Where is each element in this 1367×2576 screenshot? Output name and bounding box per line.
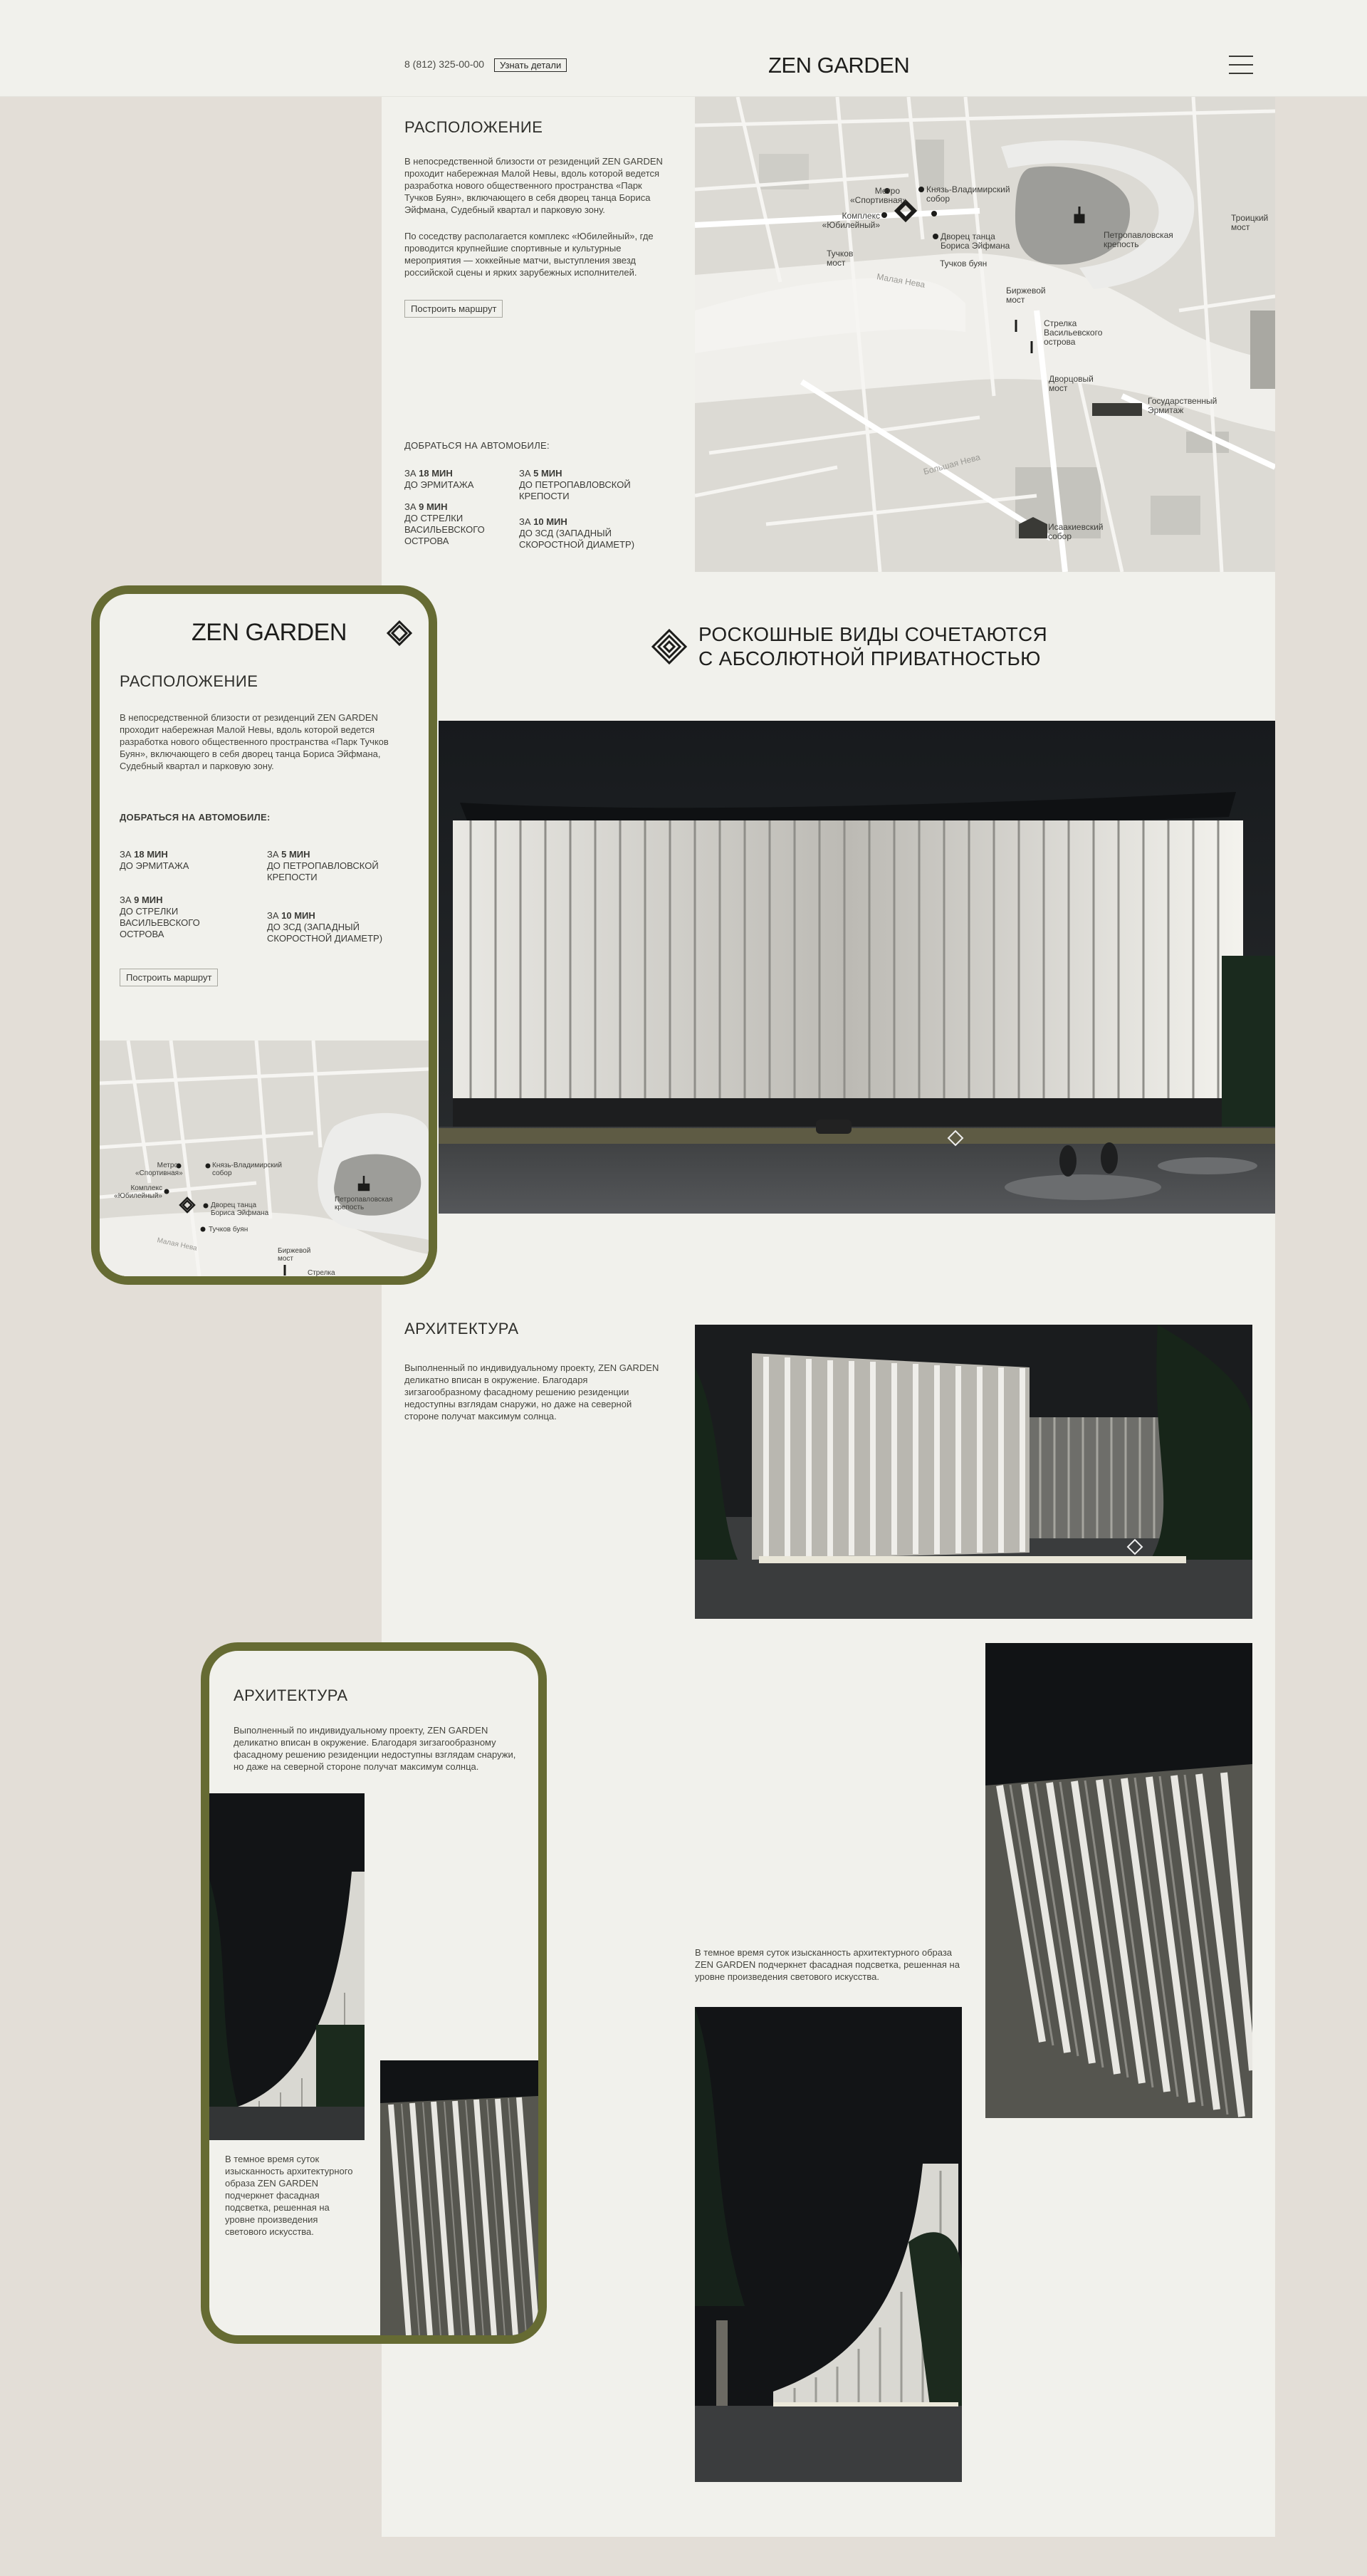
location-title: РАСПОЛОЖЕНИЕ <box>404 118 543 136</box>
map-label-yubileiny: Комплекс «Юбилейный» <box>822 211 880 230</box>
mobile-location-mockup <box>91 585 437 1285</box>
map-label-tuchkov-most: Тучков мост <box>827 249 854 268</box>
map-label-bolshaya-neva: Большая Нева <box>922 452 982 477</box>
mobile-map-label-petropavl: Петропавловская крепость <box>335 1196 393 1211</box>
map-label-knyaz: Князь-Владимирский собор <box>926 184 1010 204</box>
map-label-malaya-neva: Малая Нева <box>876 271 926 290</box>
mobile-map-label-metro: Метро «Спортивная» <box>135 1162 183 1177</box>
mobile-architecture-night-para: В темное время суток изысканность архитектурного образа ZEN GARDEN подчеркнет фасадная подсветка, решенная на уровне произведения светового искусства. <box>225 2154 353 2237</box>
mobile-map-label-dvorets: Дворец танца Бориса Эйфмана <box>211 1201 269 1217</box>
hero-building-photo <box>439 721 1275 1214</box>
map-streets <box>695 97 1275 572</box>
mobile-map-label-yubileiny: Комплекс «Юбилейный» <box>114 1184 162 1200</box>
map-label-tuchkov-buyan: Тучков буян <box>940 259 988 268</box>
map-label-isaakievsky: Исаакиевский собор <box>1048 522 1104 541</box>
site-header <box>0 0 1367 97</box>
tagline-line-1: РОСКОШНЫЕ ВИДЫ СОЧЕТАЮТСЯ <box>698 623 1048 645</box>
drive-time-hermitage: ЗА 18 МИН ДО ЭРМИТАЖА <box>404 468 474 490</box>
map-label-hermitage: Государственный Эрмитаж <box>1148 396 1217 415</box>
mobile-location-para: В непосредственной близости от резиденций ZEN GARDEN проходит набережная Малой Невы, вдоль которой ведется разработка нового общественного пространства «Парк Тучков Буян», включающего в себя дворец танца Бориса Эйфмана, Судебный квартал и парковую зону. <box>120 712 389 771</box>
architecture-para: Выполненный по индивидуальному проекту, ZEN GARDEN деликатно вписан в окружение. Благодаря зигзагообразному фасадному решению резиденции недоступны взглядам снаружи, но даже на северной стороне получат максимум солнца. <box>404 1362 659 1422</box>
mobile-map-label-birzhevoy: Биржевой мост <box>278 1247 311 1263</box>
tagline-line-2: С АБСОЛЮТНОЙ ПРИВАТНОСТЬЮ <box>698 647 1041 669</box>
drive-time-zsd: ЗА 10 МИН ДО ЗСД (ЗАПАДНЫЙ СКОРОСТНОЙ ДИАМЕТР) <box>519 516 635 550</box>
mobile-map-label-malaya-neva: Малая Нева <box>156 1236 198 1253</box>
map-label-birzhevoy: Биржевой мост <box>1006 286 1046 305</box>
map-label-dvorets: Дворец танца Бориса Эйфмана <box>941 231 1010 251</box>
header-phone[interactable]: 8 (812) 325-00-00 <box>404 58 485 70</box>
mobile-drive-time-fortress: ЗА 5 МИН ДО ПЕТРОПАВЛОВСКОЙ КРЕПОСТИ <box>267 849 379 882</box>
architecture-night-para: В темное время суток изысканность архитектурного образа ZEN GARDEN подчеркнет фасадная подсветка, решенная на уровне произведения светового искусства. <box>695 1947 960 1982</box>
mobile-logo-icon <box>386 620 413 647</box>
mobile-architecture-mockup <box>201 1642 547 2344</box>
mobile-architecture-title: АРХИТЕКТУРА <box>234 1686 348 1704</box>
mobile-map-label-strelka: Стрелка <box>308 1269 335 1276</box>
mobile-map-label-tuchkov-buyan: Тучков буян <box>209 1226 248 1234</box>
map-label-dvortsovy: Дворцовый мост <box>1049 374 1094 393</box>
mobile-route-button[interactable]: Построить маршрут <box>120 969 218 986</box>
route-button[interactable]: Построить маршрут <box>404 300 503 318</box>
mobile-drive-time-strelka: ЗА 9 МИН ДО СТРЕЛКИ ВАСИЛЬЕВСКОГО ОСТРОВА <box>120 895 200 939</box>
map-label-troitsky: Троицкий мост <box>1231 213 1269 232</box>
location-map[interactable] <box>695 97 1275 572</box>
mobile-arch-photo-fins <box>380 2060 538 2335</box>
map-label-strelka: Стрелка Васильевского острова <box>1044 318 1103 347</box>
architecture-title: АРХИТЕКТУРА <box>404 1320 519 1337</box>
details-button[interactable]: Узнать детали <box>494 58 567 72</box>
mobile-map-streets <box>100 1041 429 1276</box>
mobile-architecture-para: Выполненный по индивидуальному проекту, ZEN GARDEN деликатно вписан в окружение. Благодаря зигзагообразному фасадному решению резиденции недоступны взглядам снаружи, но даже на северной стороне получат максимум солнца. <box>234 1725 516 1772</box>
architecture-photo-fins <box>985 1643 1252 2118</box>
map-label-metro: Метро «Спортивная» <box>850 186 907 205</box>
mobile-map-label-knyaz: Князь-Владимирский собор <box>212 1162 282 1177</box>
mobile-drive-time-hermitage: ЗА 18 МИН ДО ЭРМИТАЖА <box>120 849 189 871</box>
header-logo[interactable]: ZEN GARDEN <box>768 53 910 78</box>
zen-logo-icon <box>650 627 688 666</box>
mobile-drive-time-zsd: ЗА 10 МИН ДО ЗСД (ЗАПАДНЫЙ СКОРОСТНОЙ ДИАМЕТР) <box>267 910 383 944</box>
drive-time-strelka: ЗА 9 МИН ДО СТРЕЛКИ ВАСИЛЬЕВСКОГО ОСТРОВА <box>404 501 485 546</box>
architecture-photo-1 <box>695 1325 1252 1619</box>
mobile-arch-photo-tower <box>209 1793 365 2140</box>
mobile-location-title: РАСПОЛОЖЕНИЕ <box>120 672 258 690</box>
architecture-photo-tower <box>695 2007 962 2482</box>
location-para-2: По соседству располагается комплекс «Юбилейный», где проводится крупнейшие спортивные и культурные мероприятия — хоккейные матчи, выступления звезд российской сцены и ярких зарубежных исполнителей. <box>404 231 654 278</box>
location-para-1: В непосредственной близости от резиденций ZEN GARDEN проходит набережная Малой Невы, вдоль которой ведется разработка нового общественного пространства «Парк Тучков Буян», включающего в себя дворец танца Бориса Эйфмана, Судебный квартал и парковую зону. <box>404 156 663 215</box>
tagline <box>698 622 1047 671</box>
mobile-logo[interactable]: ZEN GARDEN <box>192 619 347 646</box>
mobile-location-map[interactable] <box>100 1041 429 1276</box>
drive-time-fortress: ЗА 5 МИН ДО ПЕТРОПАВЛОВСКОЙ КРЕПОСТИ <box>519 468 631 501</box>
menu-icon[interactable] <box>1229 56 1253 75</box>
mobile-drive-title: ДОБРАТЬСЯ НА АВТОМОБИЛЕ: <box>120 812 271 823</box>
map-label-petropavl: Петропавловская крепость <box>1104 230 1173 249</box>
drive-title: ДОБРАТЬСЯ НА АВТОМОБИЛЕ: <box>404 440 550 451</box>
